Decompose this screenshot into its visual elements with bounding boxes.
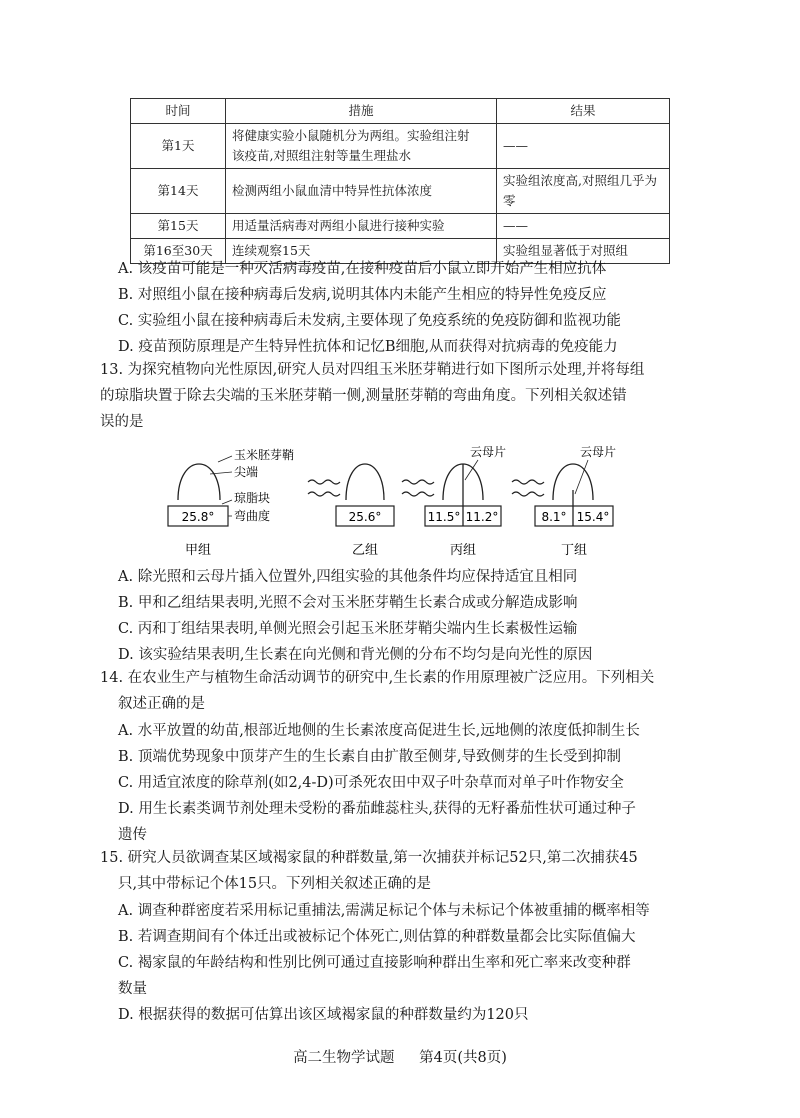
table-cell xyxy=(226,124,497,169)
stem-line: 叙述正确的是 xyxy=(118,696,205,712)
leader-line xyxy=(222,500,232,504)
group-label: 甲组 xyxy=(184,543,212,558)
phototropism-figure xyxy=(160,442,660,572)
group-bing xyxy=(425,444,506,558)
label-coleoptile: 玉米胚芽鞘 xyxy=(234,448,295,462)
q15-option-a: A. 调查种群密度若采用标记重捕法,需满足标记个体与未标记个体被重捕的概率相等 xyxy=(118,903,650,919)
stem-line: 14. 在农业生产与植物生命活动调节的研究中,生长素的作用原理被广泛应用。下列相关 xyxy=(100,670,655,686)
q13-option-a: A. 除光照和云母片插入位置外,四组实验的其他条件均应保持适宜且相同 xyxy=(118,569,578,585)
label-angle: 弯曲度 xyxy=(234,509,271,523)
q15-option-b: B. 若调查期间有个体迁出或被标记个体死亡,则估算的种群数量都会比实际值偏大 xyxy=(118,929,636,945)
q14-stem xyxy=(100,665,700,717)
group-label: 丙组 xyxy=(449,543,477,558)
table-cell: 连续观察15天 xyxy=(226,239,497,264)
light-icon xyxy=(402,480,434,496)
stem-line: 误的是 xyxy=(100,414,144,430)
table-cell: 第14天 xyxy=(131,169,226,214)
label-tip: 尖端 xyxy=(234,465,259,479)
experiment-table xyxy=(130,98,670,264)
coleoptile-tip xyxy=(178,464,220,500)
table-cell: —— xyxy=(497,214,670,239)
q13-option-d: D. 该实验结果表明,生长素在向光侧和背光侧的分布不均匀是向光性的原因 xyxy=(118,647,593,663)
q15-option-c: C. 褐家鼠的年龄结构和性别比例可通过直接影响种群出生率和死亡率来改变种群 xyxy=(118,955,631,971)
light-icon xyxy=(308,480,340,496)
group-label: 乙组 xyxy=(351,543,379,558)
group-label: 丁组 xyxy=(560,543,588,558)
table-cell: 用适量活病毒对两组小鼠进行接种实验 xyxy=(226,214,497,239)
footer-subject: 高二生物学试题 xyxy=(293,1050,395,1066)
leader-line xyxy=(218,456,232,462)
table-header: 结果 xyxy=(497,99,670,124)
q12-option-d: D. 疫苗预防原理是产生特异性抗体和记忆B细胞,从而获得对抗病毒的免疫能力 xyxy=(118,339,618,355)
footer-page-number: 第4页(共8页) xyxy=(419,1050,507,1066)
coleoptile-tip xyxy=(346,464,384,500)
q12-option-c: C. 实验组小鼠在接种病毒后未发病,主要体现了免疫系统的免疫防御和监视功能 xyxy=(118,313,621,329)
cell-line: 将健康实验小鼠随机分为两组。实验组注射 xyxy=(232,128,470,143)
angle-value: 15.4° xyxy=(576,510,610,524)
table-cell: 第15天 xyxy=(131,214,226,239)
group-jia xyxy=(168,447,294,558)
table-cell: 第16至30天 xyxy=(131,239,226,264)
label-agar: 琼脂块 xyxy=(234,491,271,505)
table-row xyxy=(131,169,670,214)
q15-option-d: D. 根据获得的数据可估算出该区域褐家鼠的种群数量约为120只 xyxy=(118,1007,529,1023)
cell-line: 该疫苗,对照组注射等量生理盐水 xyxy=(232,148,411,163)
q12-option-b: B. 对照组小鼠在接种病毒后发病,说明其体内未能产生相应的特异性免疫反应 xyxy=(118,287,607,303)
table-cell: 第1天 xyxy=(131,124,226,169)
table-cell: —— xyxy=(497,124,670,169)
angle-value: 25.6° xyxy=(348,510,382,524)
q14-option-c: C. 用适宜浓度的除草剂(如2,4-D)可杀死农田中双子叶杂草而对单子叶作物安全 xyxy=(118,775,624,791)
group-yi xyxy=(336,464,394,558)
leader-line xyxy=(465,460,478,480)
table-header: 时间 xyxy=(131,99,226,124)
table-cell: 实验组显著低于对照组 xyxy=(497,239,670,264)
angle-value: 11.2° xyxy=(465,510,499,524)
stem-line: 13. 为探究植物向光性原因,研究人员对四组玉米胚芽鞘进行如下图所示处理,并将每组 xyxy=(100,362,645,378)
table-cell: 实验组浓度高,对照组几乎为零 xyxy=(497,169,670,214)
q15-stem xyxy=(100,845,700,897)
table-row xyxy=(131,124,670,169)
label-mica: 云母片 xyxy=(580,445,617,459)
q14-option-d-cont: 遗传 xyxy=(118,827,147,843)
table-cell: 检测两组小鼠血清中特异性抗体浓度 xyxy=(226,169,497,214)
q14-option-d: D. 用生长素类调节剂处理未受粉的番茄雌蕊柱头,获得的无籽番茄性状可通过种子 xyxy=(118,801,636,817)
q12-option-a: A. 该疫苗可能是一种灭活病毒疫苗,在接种疫苗后小鼠立即开始产生相应抗体 xyxy=(118,261,607,277)
angle-value: 11.5° xyxy=(427,510,461,524)
table-row xyxy=(131,214,670,239)
stem-line: 15. 研究人员欲调查某区域褐家鼠的种群数量,第一次捕获并标记52只,第二次捕获45 xyxy=(100,850,638,866)
q13-option-c: C. 丙和丁组结果表明,单侧光照会引起玉米胚芽鞘尖端内生长素极性运输 xyxy=(118,621,578,637)
stem-line: 只,其中带标记个体15只。下列相关叙述正确的是 xyxy=(118,876,432,892)
label-mica: 云母片 xyxy=(470,445,507,459)
light-icon xyxy=(512,480,544,496)
table-header-row xyxy=(131,99,670,124)
q13-stem xyxy=(100,357,700,435)
group-ding xyxy=(535,444,616,558)
q13-option-b: B. 甲和乙组结果表明,光照不会对玉米胚芽鞘生长素合成或分解造成影响 xyxy=(118,595,578,611)
q14-option-b: B. 顶端优势现象中顶芽产生的生长素自由扩散至侧芽,导致侧芽的生长受到抑制 xyxy=(118,749,621,765)
q14-option-a: A. 水平放置的幼苗,根部近地侧的生长素浓度高促进生长,远地侧的浓度低抑制生长 xyxy=(118,723,640,739)
q15-option-c-cont: 数量 xyxy=(118,981,147,997)
angle-value: 8.1° xyxy=(541,510,567,524)
angle-value: 25.8° xyxy=(181,510,215,524)
stem-line: 的琼脂块置于除去尖端的玉米胚芽鞘一侧,测量胚芽鞘的弯曲角度。下列相关叙述错 xyxy=(100,388,627,404)
page-footer xyxy=(0,1046,800,1067)
table-header: 措施 xyxy=(226,99,497,124)
